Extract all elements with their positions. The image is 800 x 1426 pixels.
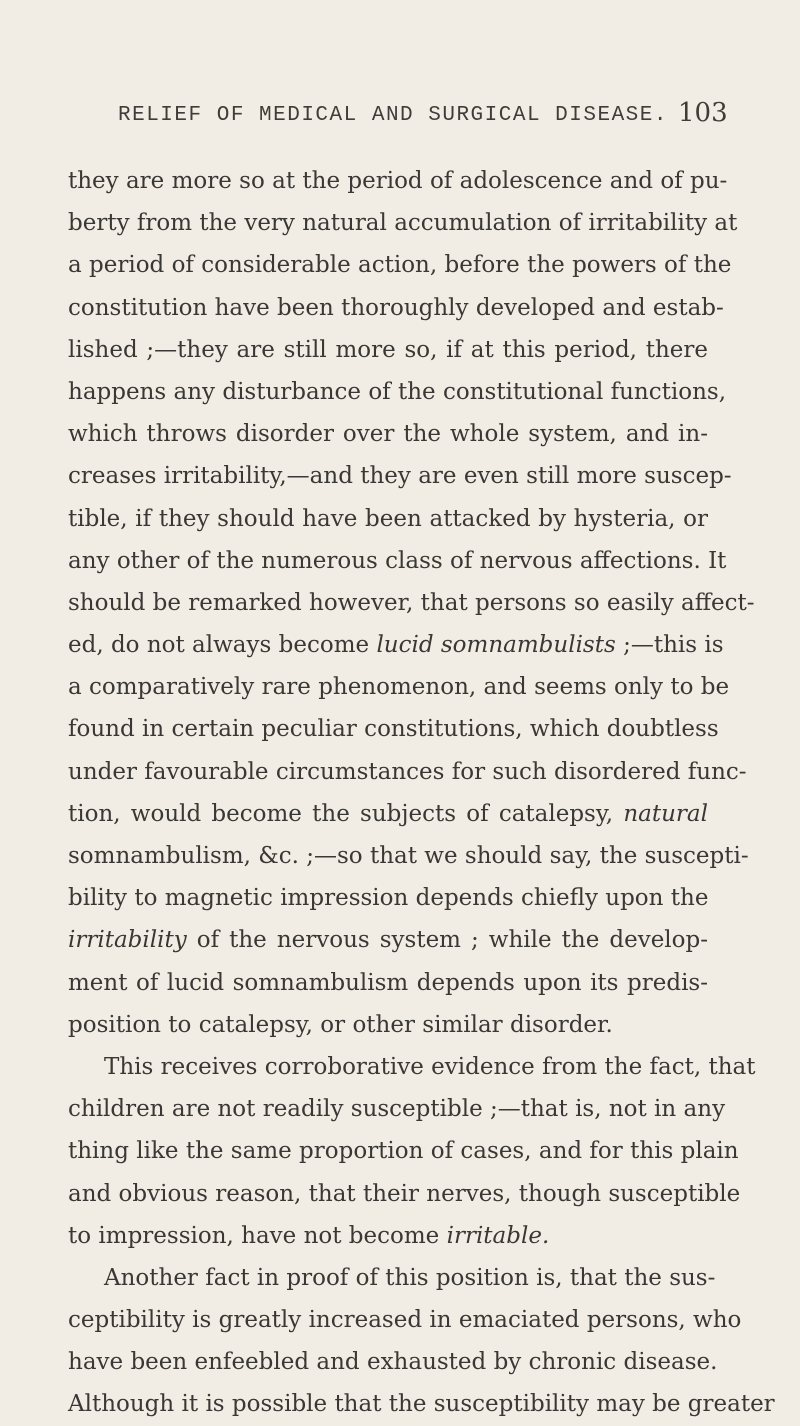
text-line-1: they are more so at the period of adolescence and of pu-	[68, 168, 728, 194]
text-line-20: ment of lucid somnambulism depends upon its predis-	[68, 969, 708, 996]
text-line-9: tible, if they should have been attacked by hysteria, or	[68, 505, 708, 532]
italic-irritability: irritability	[68, 927, 187, 954]
text-line-26	[68, 1215, 708, 1257]
text-line-21: position to catalepsy, or other similar disorder.	[68, 1011, 613, 1038]
text-line-12-pre: ed, do not always become	[68, 632, 377, 659]
text-line-2: berty from the very natural accumulation of irritability at	[68, 210, 738, 237]
text-line-27: Another fact in proof of this position is, that the sus-	[104, 1264, 716, 1291]
italic-lucid-somnambulists: lucid somnambulists	[376, 632, 616, 659]
text-line-16-pre: tion, would become the subjects of catalepsy,	[68, 800, 624, 827]
text-line-7: which throws disorder over the whole system, and in-	[68, 421, 708, 448]
body-text	[68, 160, 775, 1426]
italic-irritable: irritable.	[446, 1222, 550, 1249]
text-line-22: This receives corroborative evidence from the fact, that	[104, 1053, 756, 1080]
text-line-14: found in certain peculiar constitutions, which doubtless	[68, 716, 719, 743]
running-head: RELIEF OF MEDICAL AND SURGICAL DISEASE.	[118, 104, 668, 127]
text-line-18: bility to magnetic impression depends chiefly upon the	[68, 885, 709, 912]
text-line-3: a period of considerable action, before the powers of the	[68, 252, 732, 279]
text-line-11: should be remarked however, that persons so easily affect-	[68, 589, 755, 616]
text-line-6: happens any disturbance of the constitutional functions,	[68, 378, 727, 405]
text-line-17: somnambulism, &c. ;—so that we should say, the suscepti-	[68, 843, 749, 869]
text-line-10: any other of the numerous class of nervous affections. It	[68, 547, 727, 574]
text-line-26-pre: to impression, have not become	[68, 1222, 447, 1249]
text-line-12	[68, 624, 724, 666]
text-line-4: constitution have been thoroughly developed and estab-	[68, 294, 724, 321]
text-line-24: thing like the same proportion of cases, and for this plain	[68, 1138, 739, 1165]
text-line-29: have been enfeebled and exhausted by chronic disease.	[68, 1349, 718, 1376]
text-line-25: and obvious reason, that their nerves, though susceptible	[68, 1180, 741, 1207]
text-line-13: a comparatively rare phenomenon, and seems only to be	[68, 674, 730, 701]
page-number: 103	[678, 98, 728, 128]
text-line-19	[68, 919, 708, 961]
text-line-23: children are not readily susceptible ;—that is, not in any	[68, 1096, 726, 1123]
italic-natural: natural	[623, 800, 708, 827]
text-line-19-post: of the nervous system ; while the develop-	[186, 927, 708, 954]
text-line-5: lished ;—they are still more so, if at this period, there	[68, 336, 708, 363]
text-line-16	[68, 793, 708, 835]
text-line-30: Although it is possible that the susceptibility may be greater	[68, 1391, 775, 1418]
text-line-15: under favourable circumstances for such disordered func-	[68, 758, 747, 785]
text-line-28: ceptibility is greatly increased in emaciated persons, who	[68, 1307, 742, 1334]
text-line-8: creases irritability,—and they are even still more suscep-	[68, 463, 732, 490]
text-line-12-post: ;—this is	[615, 632, 724, 659]
